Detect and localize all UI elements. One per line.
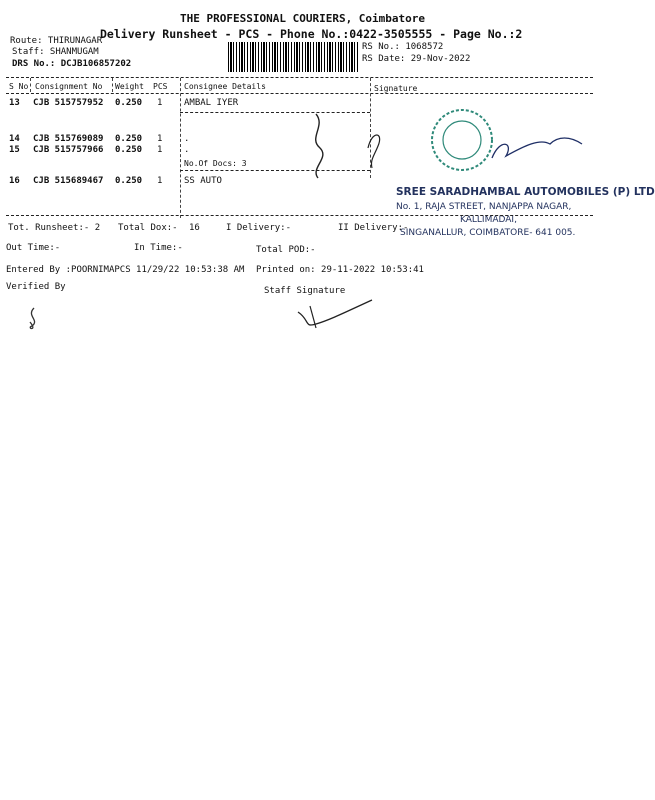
row-sno: 16 <box>9 176 20 186</box>
row-consignee: . <box>184 145 190 155</box>
tick-mark <box>368 135 380 168</box>
col-signature: Signature <box>374 84 418 93</box>
col-sno: S No <box>9 82 29 91</box>
row-consignment: CJB 515769089 <box>33 134 104 144</box>
out-time: Out Time:- <box>6 243 61 253</box>
total-dox-value: 16 <box>189 223 200 233</box>
row-weight: 0.250 <box>115 176 143 186</box>
stamp-address-line: No. 1, RAJA STREET, NANJAPPA NAGAR, <box>396 202 572 212</box>
row-pcs: 1 <box>157 145 163 155</box>
bracket-mark <box>316 114 323 178</box>
docs-count: No.Of Docs: 3 <box>184 159 247 168</box>
totals-rule <box>6 215 593 216</box>
row-consignee: AMBAL IYER <box>184 98 239 108</box>
row-weight: 0.250 <box>115 98 143 108</box>
staff-signature-label: Staff Signature <box>264 286 346 296</box>
round-seal-inner <box>443 121 481 159</box>
rs-number: RS No.: 1068572 <box>362 42 444 52</box>
row-pcs: 1 <box>157 98 163 108</box>
second-delivery: II Delivery:- <box>338 223 409 233</box>
col-pcs: PCS <box>153 82 168 91</box>
row-weight: 0.250 <box>115 134 143 144</box>
round-seal <box>432 110 492 170</box>
row-consignment: CJB 515757952 <box>33 98 104 108</box>
printed-on: Printed on: 29-11-2022 10:53:41 <box>256 265 424 275</box>
in-time: In Time:- <box>134 243 183 253</box>
signatures-graphic <box>300 108 600 188</box>
rs-date: RS Date: 29-Nov-2022 <box>362 54 471 64</box>
route-label: Route: THIRUNAGAR <box>10 36 103 46</box>
col-consignment: Consignment No <box>35 82 103 91</box>
row-consignment: CJB 515689467 <box>33 176 104 186</box>
entered-by: Entered By :POORNIMAPCS 11/29/22 10:53:38 AM <box>6 265 245 275</box>
row-pcs: 1 <box>157 176 163 186</box>
stamp-address-line: SINGANALLUR, COIMBATORE- 641 005. <box>400 228 576 238</box>
row-pcs: 1 <box>157 134 163 144</box>
col-divider <box>30 78 31 92</box>
table-top-rule <box>6 77 593 78</box>
row-consignee: SS AUTO <box>184 176 222 186</box>
row-sno: 13 <box>9 98 20 108</box>
staff-label: Staff: SHANMUGAM <box>12 47 99 57</box>
row-sno: 14 <box>9 134 20 144</box>
verified-by: Verified By <box>6 282 66 292</box>
col-weight: Weight <box>115 82 144 91</box>
company-title: THE PROFESSIONAL COURIERS, Coimbatore <box>180 12 426 25</box>
stamp-address-line: KALLIMADAI, <box>460 215 517 225</box>
company-signature <box>492 138 582 158</box>
footer-signatures <box>20 298 380 338</box>
row-consignee: . <box>184 134 190 144</box>
total-runsheet: Tot. Runsheet:- 2 <box>8 223 101 233</box>
row-consignment: CJB 515757966 <box>33 145 104 155</box>
first-delivery: I Delivery:- <box>226 223 292 233</box>
verifier-initial <box>30 308 35 329</box>
stamp-company-name: SREE SARADHAMBAL AUTOMOBILES (P) LTD <box>396 186 655 198</box>
drs-number: DRS No.: DCJB106857202 <box>12 59 132 69</box>
staff-signature-mark <box>298 300 372 325</box>
col-divider <box>112 78 113 92</box>
barcode <box>228 42 358 72</box>
row-weight: 0.250 <box>115 145 143 155</box>
row-sno: 15 <box>9 145 20 155</box>
col-divider <box>180 78 181 218</box>
col-consignee: Consignee Details <box>184 82 266 91</box>
total-pod: Total POD:- <box>256 245 316 255</box>
runsheet-title: Delivery Runsheet - PCS - Phone No.:0422-3505555 - Page No.:2 <box>100 27 523 41</box>
total-dox-label: Total Dox:- <box>118 223 178 233</box>
table-header-rule <box>6 93 593 94</box>
